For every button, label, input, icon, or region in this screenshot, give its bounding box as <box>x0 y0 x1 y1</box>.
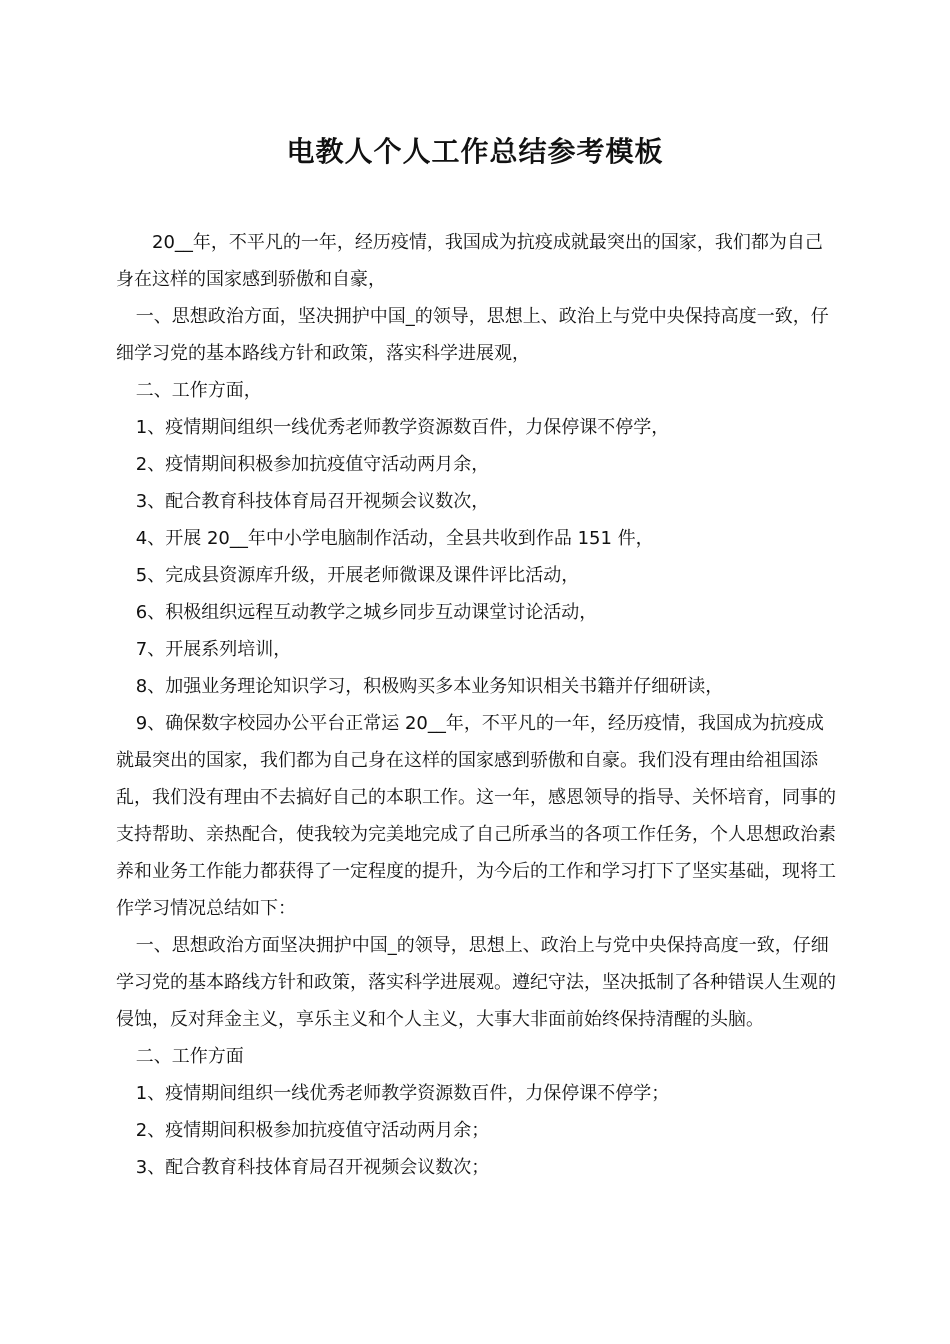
list-item-8: 8、加强业务理论知识学习，积极购买多本业务知识相关书籍并仔细研读， <box>135 676 724 697</box>
list-item-1-repeat: 1、疫情期间组织一线优秀老师教学资源数百件，力保停课不停学； <box>135 1083 670 1104</box>
document-body <box>116 224 836 1186</box>
paragraph-section-1: 一、思想政治方面，坚决拥护中国_的领导，思想上、政治上与党中央保持高度一致，仔细学习党的基本路线方针和政策，落实科学进展观， <box>116 306 829 364</box>
paragraph-section-2-repeat: 二、工作方面 <box>135 1046 244 1067</box>
list-item-5: 5、完成县资源库升级，开展老师微课及课件评比活动， <box>135 565 580 586</box>
paragraph-intro: 20__年，不平凡的一年，经历疫情，我国成为抗疫成就最突出的国家，我们都为自己身在这样的国家感到骄傲和自豪， <box>116 232 823 290</box>
paragraph-section-2: 二、工作方面， <box>135 380 262 401</box>
list-item-2-repeat: 2、疫情期间积极参加抗疫值守活动两月余； <box>135 1120 490 1141</box>
list-item-3-repeat: 3、配合教育科技体育局召开视频会议数次； <box>135 1157 490 1178</box>
list-item-4: 4、开展 20__年中小学电脑制作活动，全县共收到作品 151 件， <box>135 528 654 549</box>
document-title: 电教人个人工作总结参考模板 <box>286 135 664 168</box>
paragraph-section-1-repeat: 一、思想政治方面坚决拥护中国_的领导，思想上、政治上与党中央保持高度一致，仔细学习党的基本路线方针和政策，落实科学进展观。遵纪守法，坚决抵制了各种错误人生观的侵蚀，反对拜金主义，享乐主义和个人主义，大事大非面前始终保持清醒的头脑。 <box>116 935 836 1030</box>
list-item-2: 2、疫情期间积极参加抗疫值守活动两月余， <box>135 454 490 475</box>
list-item-7: 7、开展系列培训， <box>135 639 292 660</box>
list-item-1: 1、疫情期间组织一线优秀老师教学资源数百件，力保停课不停学， <box>135 417 670 438</box>
list-item-6: 6、积极组织远程互动教学之城乡同步互动课堂讨论活动， <box>135 602 598 623</box>
list-item-3: 3、配合教育科技体育局召开视频会议数次， <box>135 491 490 512</box>
list-item-9: 9、确保数字校园办公平台正常运 20__年，不平凡的一年，经历疫情，我国成为抗疫成就最突出的国家，我们都为自己身在这样的国家感到骄傲和自豪。我们没有理由给祖国添乱，我们没有理由不去搞好自己的本职工作。这一年，感恩领导的指导、关怀培育，同事的支持帮助、亲热配合，使我较为完美地完成了自己所承当的各项工作任务，个人思想政治素养和业务工作能力都获得了一定程度的提升，为今后的工作和学习打下了坚实基础，现将工作学习情况总结如下： <box>116 713 836 919</box>
